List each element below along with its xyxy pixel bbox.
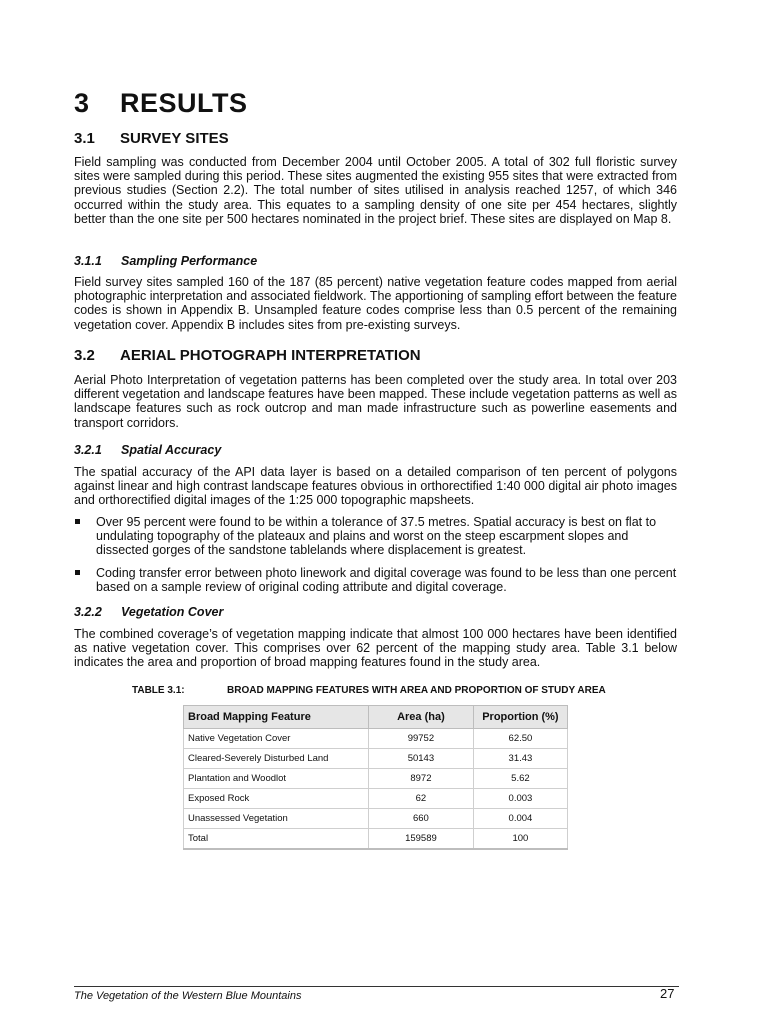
section-heading-aerial-photograph-interpretation	[74, 347, 421, 364]
bullet-square-icon	[75, 570, 80, 575]
table-cell: 660	[369, 809, 474, 829]
subsection-number: 3.1.1	[74, 254, 102, 268]
table-cell: 50143	[369, 749, 474, 769]
subsection-number: 3.2.1	[74, 443, 102, 457]
spatial-accuracy-bullet-list	[74, 515, 677, 602]
chapter-title: RESULTS	[120, 88, 248, 118]
table-header-cell: Proportion (%)	[473, 706, 567, 729]
table-row	[184, 809, 568, 829]
subsection-title: Sampling Performance	[121, 254, 258, 268]
sampling-performance-paragraph: Field survey sites sampled 160 of the 187 (85 percent) native vegetation feature codes mapped from aerial photographic interpretation and associated fieldwork. The apportioning of sampling effort between the feature codes is shown in Appendix B. Unsampled feature codes comprise less than 0.5 percent of the remaining vegetation cover. Appendix B includes sites from pre-existing surveys.	[74, 275, 677, 332]
section-title: SURVEY SITES	[120, 130, 229, 147]
table-cell: 0.003	[473, 789, 567, 809]
table-caption-text: BROAD MAPPING FEATURES WITH AREA AND PROPORTION OF STUDY AREA	[227, 685, 606, 696]
subsection-title: Spatial Accuracy	[121, 443, 222, 457]
table-cell: Unassessed Vegetation	[184, 809, 369, 829]
table-header-cell: Area (ha)	[369, 706, 474, 729]
section-title: AERIAL PHOTOGRAPH INTERPRETATION	[120, 347, 421, 364]
table-row	[184, 789, 568, 809]
table-cell: 5.62	[473, 769, 567, 789]
table-cell: 8972	[369, 769, 474, 789]
survey-sites-paragraph: Field sampling was conducted from December 2004 until October 2005. A total of 302 full floristic survey sites were sampled during this period. These sites augmented the existing 955 sites that were extracted from previous studies (Section 2.2). The total number of sites utilised in analysis reached 1257, of which 346 occurred within the study area. This equates to a sampling density of one site per 454 hectares, slightly better than the one site per 500 hectares nominated in the project brief. These sites are displayed on Map 8.	[74, 155, 677, 226]
spatial-accuracy-paragraph: The spatial accuracy of the API data layer is based on a detailed comparison of ten percent of polygons against linear and high contrast landscape features obvious in orthorectified 1:40 000 digital air photo images and orthorectified digital images of the 1:25 000 topographic mapsheets.	[74, 465, 677, 508]
footer-divider	[74, 986, 679, 987]
table-cell: Native Vegetation Cover	[184, 729, 369, 749]
section-heading-survey-sites	[74, 130, 229, 147]
table-cell: 99752	[369, 729, 474, 749]
section-number: 3.2	[74, 347, 95, 364]
table-label: TABLE 3.1:	[132, 685, 185, 696]
subsection-title: Vegetation Cover	[121, 605, 224, 619]
table-cell: 159589	[369, 829, 474, 850]
subsection-heading-sampling-performance	[74, 254, 257, 268]
footer-page-number: 27	[660, 986, 675, 1001]
table-row	[184, 729, 568, 749]
footer-document-title: The Vegetation of the Western Blue Mountains	[74, 990, 302, 1002]
table-caption	[132, 685, 606, 696]
bullet-text: Over 95 percent were found to be within a tolerance of 37.5 metres. Spatial accuracy is best on flat to undulating topography of the plateaux and plains and worst on the steep escarpment slopes and dissected gorges of the sandstone tablelands where displacement is greatest.	[96, 515, 657, 558]
table-cell: Plantation and Woodlot	[184, 769, 369, 789]
chapter-heading	[74, 88, 248, 119]
subsection-heading-spatial-accuracy	[74, 443, 221, 457]
bullet-square-icon	[75, 519, 80, 524]
bullet-text: Coding transfer error between photo linework and digital coverage was found to be less than one percent based on a sample review of original coding attribute and digital coverage.	[96, 565, 677, 594]
vegetation-cover-paragraph: The combined coverage’s of vegetation mapping indicate that almost 100 000 hectares have been identified as native vegetation cover. This comprises over 62 percent of the mapping study area. Table 3.1 below indicates the area and proportion of broad mapping features found in the study area.	[74, 627, 677, 670]
section-number: 3.1	[74, 130, 95, 147]
table-header-row	[184, 706, 568, 729]
bullet-item	[74, 515, 677, 558]
table-row	[184, 769, 568, 789]
aerial-photo-paragraph: Aerial Photo Interpretation of vegetation patterns has been completed over the study area. In total over 203 different vegetation and landscape features have been mapped. These include vegetation patterns as well as landscape features such as rock outcrop and man made infrastructure such as powerline easements and transport corridors.	[74, 373, 677, 430]
table-cell: Cleared-Severely Disturbed Land	[184, 749, 369, 769]
table-cell: Exposed Rock	[184, 789, 369, 809]
table-cell: 0.004	[473, 809, 567, 829]
table-cell: 100	[473, 829, 567, 850]
table-header-cell: Broad Mapping Feature	[184, 706, 369, 729]
table-cell: 62.50	[473, 729, 567, 749]
broad-mapping-features-table	[183, 705, 568, 850]
chapter-number: 3	[74, 88, 90, 118]
table-cell: 62	[369, 789, 474, 809]
subsection-number: 3.2.2	[74, 605, 102, 619]
table-cell: 31.43	[473, 749, 567, 769]
table-total-row	[184, 829, 568, 850]
table-cell: Total	[184, 829, 369, 850]
subsection-heading-vegetation-cover	[74, 605, 223, 619]
table-row	[184, 749, 568, 769]
bullet-item	[74, 566, 677, 594]
